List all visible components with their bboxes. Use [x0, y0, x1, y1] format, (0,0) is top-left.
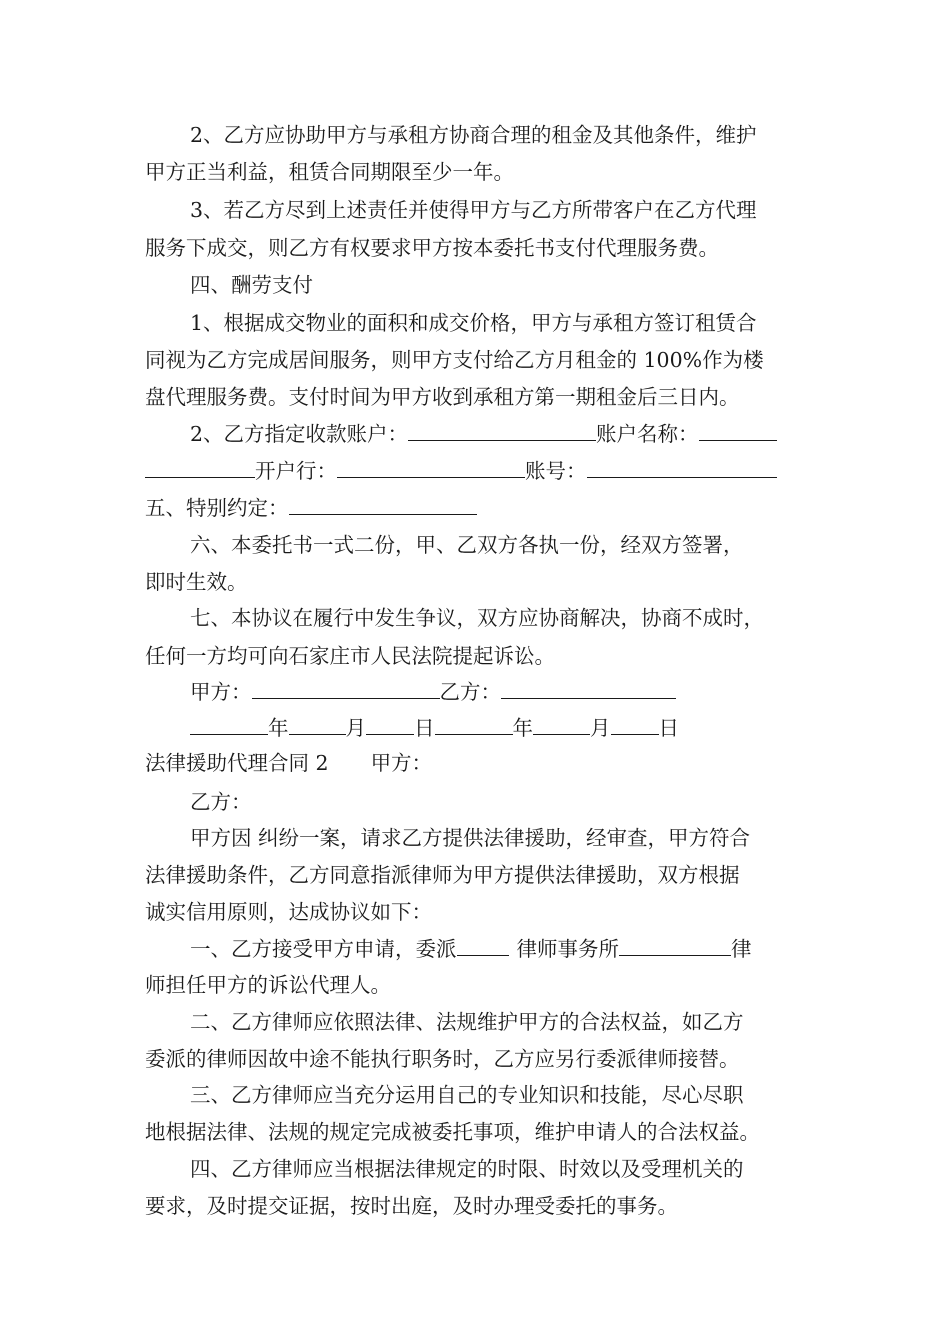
- contract-2-party-b: 乙方：: [190, 790, 252, 814]
- contract-2-intro-line-3: 诚实信用原则，达成协议如下：: [145, 900, 432, 924]
- day-label-1: 日: [414, 716, 435, 740]
- contract-2-clause-4-line-1: 四、乙方律师应当根据法律规定的时限、时效以及受理机关的: [190, 1157, 744, 1181]
- contract-2-title: 法律援助代理合同 2: [145, 751, 329, 775]
- bank-label: 开户行：: [255, 459, 337, 483]
- contract-2-clause-1-line-2: 师担任甲方的诉讼代理人。: [145, 973, 391, 997]
- month-label-1: 月: [345, 716, 366, 740]
- contract-2-clause-3-line-1: 三、乙方律师应当充分运用自己的专业知识和技能，尽心尽职: [190, 1083, 744, 1107]
- clause-2-line-1: 2、乙方应协助甲方与承租方协商合理的租金及其他条件，维护: [190, 123, 757, 147]
- party-b-blank: [501, 676, 676, 699]
- section-6-line-2: 即时生效。: [145, 570, 248, 594]
- signature-line: [190, 676, 676, 707]
- account-name-label: 账户名称：: [596, 422, 699, 446]
- lawyer-blank: [619, 933, 731, 956]
- account-label: 2、乙方指定收款账户：: [190, 422, 409, 446]
- contract-2-party-a: 甲方：: [370, 751, 433, 775]
- account-blank: [408, 418, 596, 441]
- clause-2-line-2: 甲方正当利益，租赁合同期限至少一年。: [145, 160, 514, 184]
- contract-2-clause-2-line-1: 二、乙方律师应依照法律、法规维护甲方的合法权益，如乙方: [190, 1010, 744, 1034]
- contract-2-intro-line-1: 甲方因 纠纷一案，请求乙方提供法律援助，经审查，甲方符合: [190, 826, 751, 850]
- clause-3-line-2: 服务下成交，则乙方有权要求甲方按本委托书支付代理服务费。: [145, 236, 719, 260]
- special-terms-blank: [289, 492, 477, 515]
- year-blank-2: [435, 712, 513, 735]
- day-blank-2: [611, 712, 659, 735]
- party-b-label: 乙方：: [439, 680, 501, 704]
- date-line: [190, 712, 679, 743]
- year-label-1: 年: [268, 716, 289, 740]
- clause-1-text-c: 律: [731, 937, 752, 961]
- account-number-blank: [587, 455, 777, 478]
- account-line: [190, 418, 777, 449]
- lawfirm-blank: [457, 933, 509, 956]
- party-a-blank: [252, 676, 440, 699]
- section-7-line-2: 任何一方均可向石家庄市人民法院提起诉讼。: [145, 644, 555, 668]
- month-blank-2: [533, 712, 590, 735]
- clause-3-line-1: 3、若乙方尽到上述责任并使得甲方与乙方所带客户在乙方代理: [190, 198, 757, 222]
- special-terms-label: 五、特别约定：: [145, 496, 289, 520]
- month-blank-1: [289, 712, 346, 735]
- payment-clause-1-line-1: 1、根据成交物业的面积和成交价格，甲方与承租方签订租赁合: [190, 311, 757, 335]
- bank-line: [145, 455, 777, 486]
- contract-2-heading: [145, 748, 432, 778]
- clause-1-text-b: 律师事务所: [516, 937, 619, 961]
- contract-2-clause-1-line-1: [190, 933, 752, 964]
- payment-clause-1-line-2: 同视为乙方完成居间服务，则甲方支付给乙方月租金的 100%作为楼: [145, 348, 764, 372]
- bank-blank: [337, 455, 525, 478]
- day-label-2: 日: [658, 716, 679, 740]
- payment-clause-1-line-3: 盘代理服务费。支付时间为甲方收到承租方第一期租金后三日内。: [145, 385, 740, 409]
- account-name-blank: [699, 418, 777, 441]
- year-label-2: 年: [512, 716, 533, 740]
- clause-1-text-a: 一、乙方接受甲方申请，委派: [190, 937, 457, 961]
- special-terms-line: [145, 492, 477, 523]
- section-4-heading: 四、酬劳支付: [190, 273, 313, 297]
- account-name-blank-cont: [145, 455, 255, 478]
- party-a-label: 甲方：: [190, 680, 252, 704]
- month-label-2: 月: [590, 716, 611, 740]
- contract-2-clause-2-line-2: 委派的律师因故中途不能执行职务时，乙方应另行委派律师接替。: [145, 1047, 740, 1071]
- section-7-line-1: 七、本协议在履行中发生争议，双方应协商解决，协商不成时，: [190, 606, 764, 630]
- contract-2-intro-line-2: 法律援助条件，乙方同意指派律师为甲方提供法律援助，双方根据: [145, 863, 740, 887]
- account-number-label: 账号：: [525, 459, 587, 483]
- year-blank-1: [190, 712, 268, 735]
- contract-2-clause-3-line-2: 地根据法律、法规的规定完成被委托事项，维护申请人的合法权益。: [145, 1120, 760, 1144]
- day-blank-1: [366, 712, 414, 735]
- contract-2-clause-4-line-2: 要求，及时提交证据，按时出庭，及时办理受委托的事务。: [145, 1194, 678, 1218]
- section-6-line-1: 六、本委托书一式二份，甲、乙双方各执一份，经双方签署，: [190, 533, 744, 557]
